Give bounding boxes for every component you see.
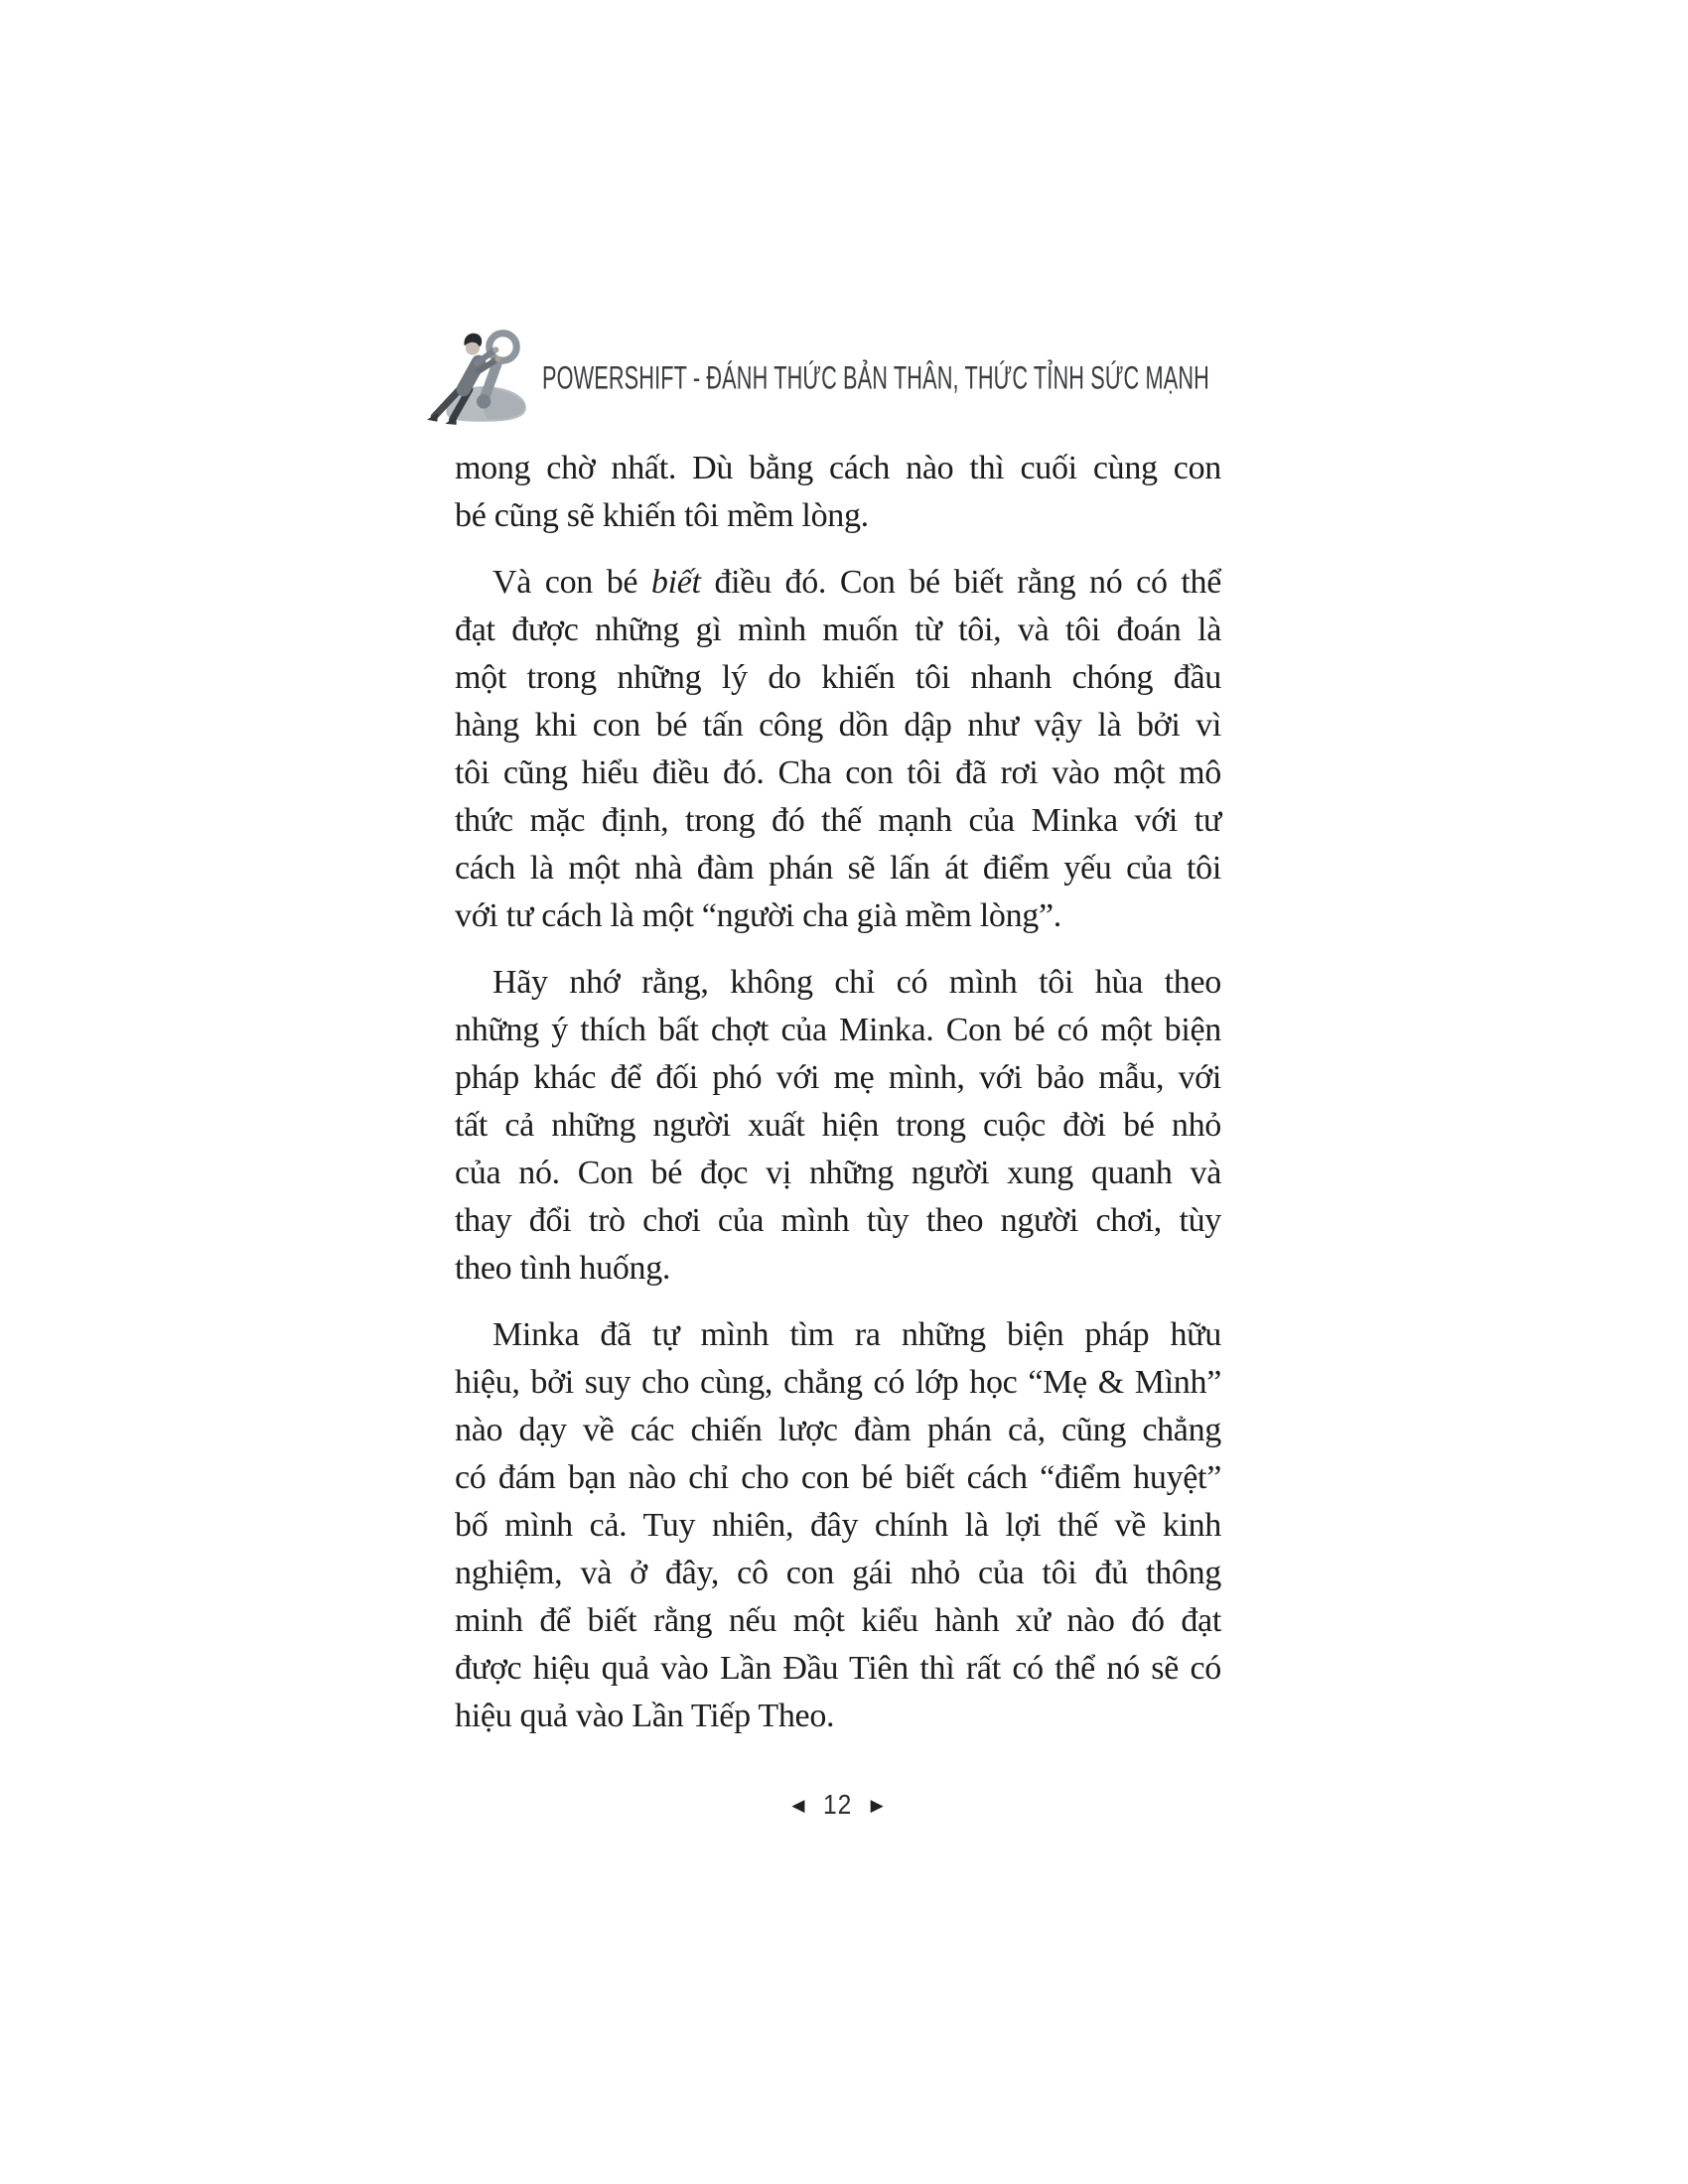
page-header xyxy=(421,326,1495,431)
text-line: cách là một nhà đàm phán sẽ lấn át điểm yếu của tôi xyxy=(455,850,1221,887)
text-line: những ý thích bất chợt của Minka. Con bé có một biện xyxy=(455,1012,1221,1048)
text-line: có đám bạn nào chỉ cho con bé biết cách “điểm huyệt” xyxy=(455,1459,1221,1496)
next-page-triangle-icon: ▶ xyxy=(870,1796,885,1815)
text-line: nghiệm, và ở đây, cô con gái nhỏ của tôi đủ thông xyxy=(455,1555,1221,1591)
paragraph xyxy=(455,1311,1221,1740)
text-line: hàng khi con bé tấn công dồn dập như vậy là bởi vì xyxy=(455,707,1221,744)
prev-page-triangle-icon: ◀ xyxy=(791,1796,806,1815)
text-line: thức mặc định, trong đó thế mạnh của Minka với tư xyxy=(455,802,1221,839)
text-line: mong chờ nhất. Dù bằng cách nào thì cuối cùng con xyxy=(455,450,1221,486)
page-footer xyxy=(455,1789,1221,1821)
text-line: minh để biết rằng nếu một kiểu hành xử nào đó đạt xyxy=(455,1602,1221,1639)
text-line: của nó. Con bé đọc vị những người xung quanh và xyxy=(455,1155,1221,1191)
running-head-title: POWERSHIFT - ĐÁNH THỨC BẢN THÂN, THỨC TỈNH SỨC MẠNH xyxy=(542,359,1209,396)
text-line: tôi cũng hiểu điều đó. Cha con tôi đã rơi vào một mô xyxy=(455,754,1221,791)
text-line: được hiệu quả vào Lần Đầu Tiên thì rất có thể nó sẽ có xyxy=(455,1650,1221,1687)
text-line: với tư cách là một “người cha già mềm lòng”. xyxy=(455,897,1061,934)
text-line: hiệu quả vào Lần Tiếp Theo. xyxy=(455,1698,835,1734)
text-line: pháp khác để đối phó với mẹ mình, với bảo mẫu, với xyxy=(455,1059,1221,1096)
text-line: Hãy nhớ rằng, không chỉ có mình tôi hùa theo xyxy=(492,964,1221,1001)
body-text xyxy=(455,445,1221,1740)
paragraph xyxy=(455,559,1221,940)
text-line: bé cũng sẽ khiến tôi mềm lòng. xyxy=(455,497,869,534)
page-number: 12 xyxy=(823,1789,853,1820)
paragraph xyxy=(455,445,1221,540)
text-line: thay đổi trò chơi của mình tùy theo người chơi, tùy xyxy=(455,1202,1221,1239)
text-line: một trong những lý do khiến tôi nhanh chóng đầu xyxy=(455,659,1221,696)
paragraph xyxy=(455,959,1221,1293)
text-line: Và con bé biết điều đó. Con bé biết rằng nó có thể xyxy=(492,564,1222,601)
text-line: tất cả những người xuất hiện trong cuộc đời bé nhỏ xyxy=(455,1107,1221,1144)
text-line: bố mình cả. Tuy nhiên, đây chính là lợi thế về kinh xyxy=(455,1507,1221,1544)
text-line: theo tình huống. xyxy=(455,1250,671,1287)
text-line: Minka đã tự mình tìm ra những biện pháp hữu xyxy=(492,1316,1221,1353)
text-line: đạt được những gì mình muốn từ tôi, và tôi đoán là xyxy=(455,612,1221,648)
text-line: hiệu, bởi suy cho cùng, chẳng có lớp học “Mẹ & Mình” xyxy=(455,1364,1221,1401)
powershift-logo-icon xyxy=(421,327,532,430)
text-line: nào dạy về các chiến lược đàm phán cả, cũng chẳng xyxy=(455,1412,1221,1448)
